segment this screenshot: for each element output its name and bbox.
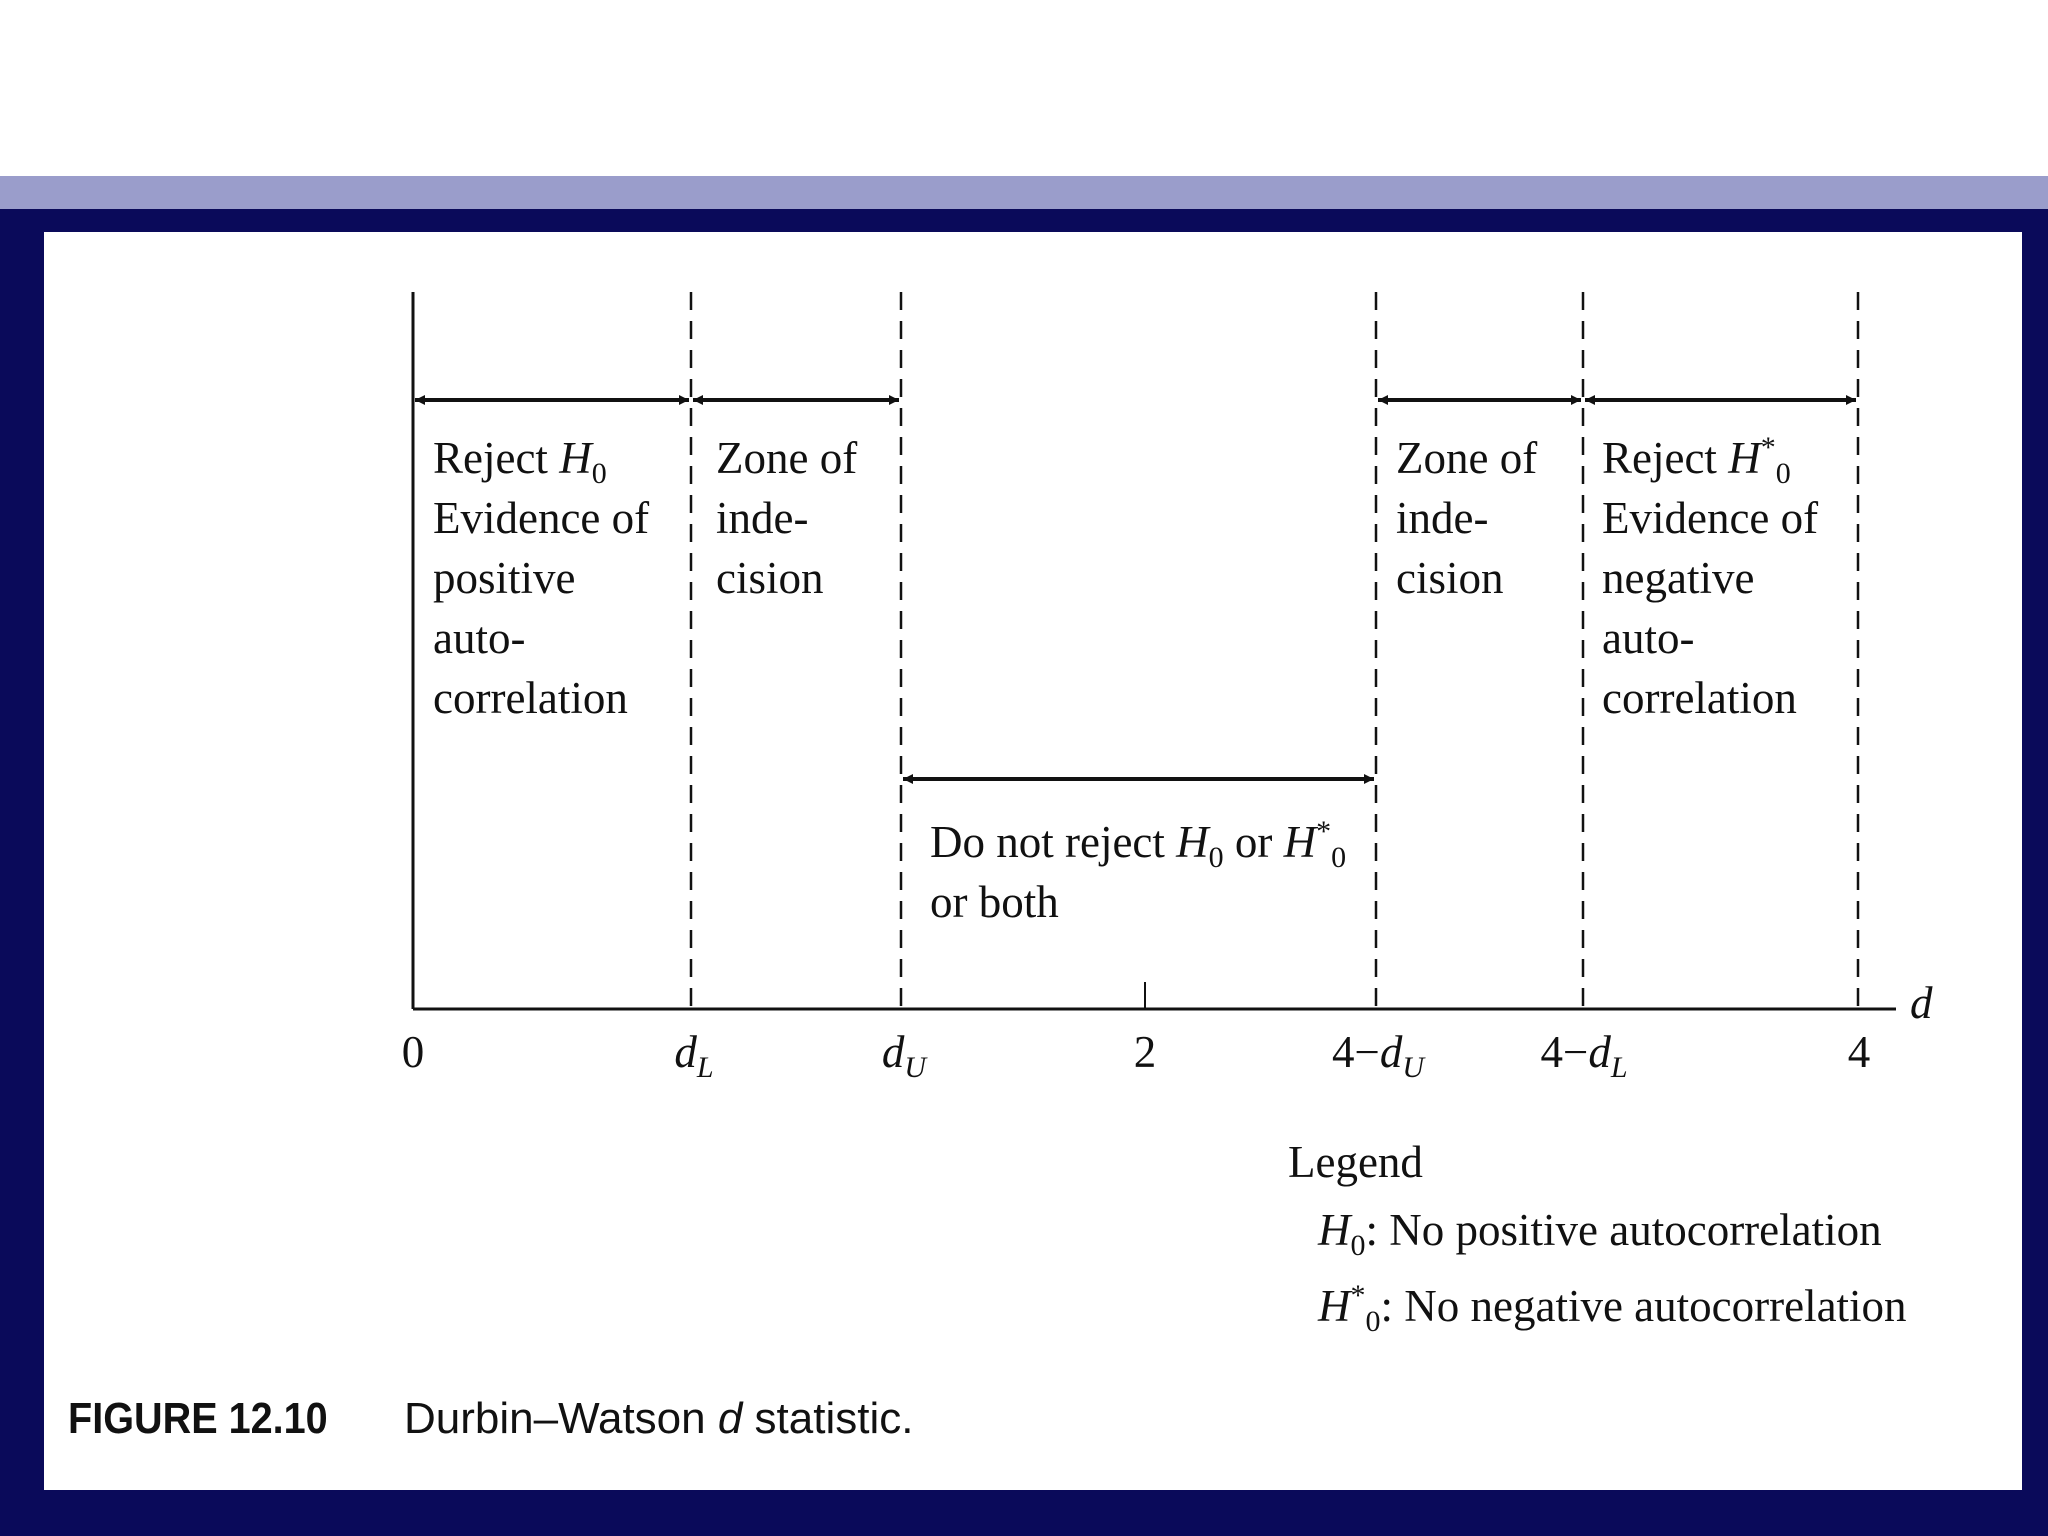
tick-du-var: d: [881, 1027, 905, 1077]
tick-4-dl-sub: L: [1610, 1051, 1628, 1084]
figure-panel: [44, 232, 2022, 1490]
do-not-reject-line-2: or both: [930, 877, 1059, 927]
do-not-reject-or: or: [1234, 817, 1273, 867]
legend: [1288, 1132, 1907, 1344]
legend-h0-star-text: : No negative autocorrelation: [1380, 1281, 1907, 1331]
zone-left-line-3: cision: [716, 553, 824, 603]
reject-h0-star-sup: *: [1760, 431, 1776, 464]
zone-right-line-1: Zone of: [1396, 433, 1538, 483]
do-not-reject-var2-sup: *: [1316, 815, 1332, 848]
tick-label-2: [1134, 1026, 1157, 1078]
reject-h0-title: [433, 428, 649, 488]
region-do-not-reject: [930, 812, 1346, 932]
do-not-reject-var2: H: [1283, 817, 1317, 867]
reject-h0-word: Reject: [433, 433, 548, 483]
legend-row-h0: [1288, 1192, 1907, 1268]
reject-h0-star-line-4: correlation: [1602, 673, 1797, 723]
region-zone-left: [716, 428, 857, 608]
reject-h0-star-line-1: Evidence of: [1602, 493, 1819, 543]
tick-label-0: [402, 1026, 425, 1078]
legend-row-h0-star: [1288, 1268, 1907, 1344]
region-reject-h0-star: [1602, 428, 1818, 728]
zone-left-line-2: inde-: [716, 493, 809, 543]
tick-dl-var: d: [674, 1027, 697, 1077]
tick-4-dl-var: d: [1588, 1027, 1611, 1077]
reject-h0-star-line-3: auto-: [1602, 613, 1695, 663]
reject-h0-star-title: [1602, 428, 1818, 488]
reject-h0-sub: 0: [591, 457, 607, 490]
reject-h0-line-1: Evidence of: [433, 493, 650, 543]
reject-h0-star-sub: 0: [1775, 457, 1791, 490]
tick-2-text: 2: [1133, 1027, 1157, 1077]
legend-h0-text: : No positive autocorrelation: [1365, 1205, 1882, 1255]
region-reject-h0: [433, 428, 649, 728]
legend-title: Legend: [1288, 1137, 1423, 1187]
tick-du-sub: U: [904, 1051, 927, 1084]
legend-h0-star-var: H: [1318, 1281, 1351, 1331]
reject-h0-star-line-2: negative: [1602, 553, 1755, 603]
do-not-reject-var1: H: [1176, 817, 1209, 867]
slide-header-band: [0, 176, 2048, 209]
do-not-reject-var1-sub: 0: [1208, 841, 1224, 874]
tick-4-du-var: d: [1379, 1027, 1403, 1077]
tick-4-text: 4: [1847, 1027, 1871, 1077]
axis-name-d: d: [1910, 978, 1933, 1028]
reject-h0-line-4: correlation: [433, 673, 628, 723]
reject-h0-star-var: H: [1728, 433, 1761, 483]
tick-label-4-dl: [1540, 1026, 1628, 1084]
legend-h0-var: H: [1318, 1205, 1351, 1255]
tick-dl-sub: L: [696, 1051, 714, 1084]
zone-right-line-3: cision: [1396, 553, 1504, 603]
caption-figure-number: FIGURE 12.10: [68, 1394, 328, 1443]
figure-caption: [68, 1394, 913, 1444]
do-not-reject-text: Do not reject: [930, 817, 1165, 867]
tick-4-dl-prefix: 4−: [1540, 1027, 1589, 1077]
reject-h0-star-word: Reject: [1602, 433, 1717, 483]
legend-h0-star-sub: 0: [1365, 1305, 1381, 1338]
tick-label-4: [1848, 1026, 1871, 1078]
reject-h0-line-3: auto-: [433, 613, 526, 663]
legend-h0-sub: 0: [1350, 1229, 1366, 1262]
legend-h0-star-sup: *: [1350, 1279, 1366, 1312]
tick-label-dl: [674, 1026, 714, 1084]
tick-4-du-prefix: 4−: [1331, 1027, 1380, 1077]
do-not-reject-var2-sub: 0: [1331, 841, 1347, 874]
caption-text-pre: Durbin–Watson: [404, 1394, 718, 1443]
tick-label-du: [881, 1026, 927, 1084]
caption-text-post: statistic.: [742, 1394, 914, 1443]
zone-right-line-2: inde-: [1396, 493, 1489, 543]
tick-0-text: 0: [401, 1027, 425, 1077]
reject-h0-var: H: [559, 433, 592, 483]
do-not-reject-line-1: [930, 812, 1346, 872]
reject-h0-line-2: positive: [433, 553, 576, 603]
caption-text-var: d: [717, 1394, 743, 1443]
zone-left-line-1: Zone of: [716, 433, 858, 483]
tick-label-4-du: [1331, 1026, 1425, 1084]
tick-4-du-sub: U: [1402, 1051, 1425, 1084]
region-zone-right: [1396, 428, 1537, 608]
